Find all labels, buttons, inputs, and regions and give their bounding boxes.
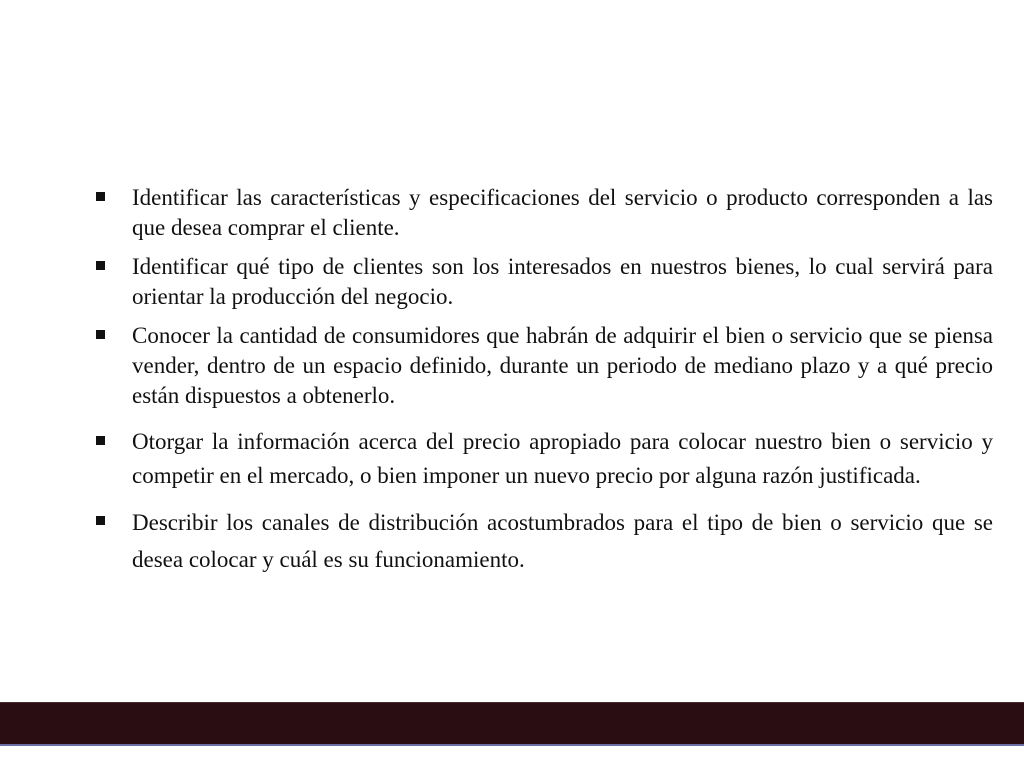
bullet-text-5: Describir los canales de distribución acostumbrados para el tipo de bien o servicio que se desea colocar y cuál es su funcionamiento. — [132, 510, 993, 572]
bullet-item-4 — [96, 425, 993, 493]
bullet-item-3 — [96, 321, 993, 411]
footer-bar — [0, 702, 1024, 745]
footer-accent-line — [0, 744, 1024, 746]
bullet-text-1: Identificar las características y especificaciones del servicio o producto corresponden a las que desea comprar el cliente. — [132, 185, 993, 240]
bullet-item-5 — [96, 504, 993, 578]
bullet-text-3: Conocer la cantidad de consumidores que habrán de adquirir el bien o servicio que se piensa vender, dentro de un espacio definido, durante un periodo de mediano plazo y a qué precio están dispuestos a obtenerlo. — [132, 323, 993, 408]
bullet-text-2: Identificar qué tipo de clientes son los interesados en nuestros bienes, lo cual servirá para orientar la producción del negocio. — [132, 254, 993, 309]
square-bullet-icon — [96, 330, 105, 339]
square-bullet-icon — [96, 192, 105, 201]
bullet-item-2 — [96, 252, 993, 312]
bullet-text-4: Otorgar la información acerca del precio apropiado para colocar nuestro bien o servicio y competir en el mercado, o bien imponer un nuevo precio por alguna razón justificada. — [132, 429, 993, 488]
bullet-item-1 — [96, 183, 993, 243]
square-bullet-icon — [96, 516, 105, 525]
square-bullet-icon — [96, 261, 105, 270]
bullet-list — [96, 183, 993, 578]
square-bullet-icon — [96, 436, 105, 445]
